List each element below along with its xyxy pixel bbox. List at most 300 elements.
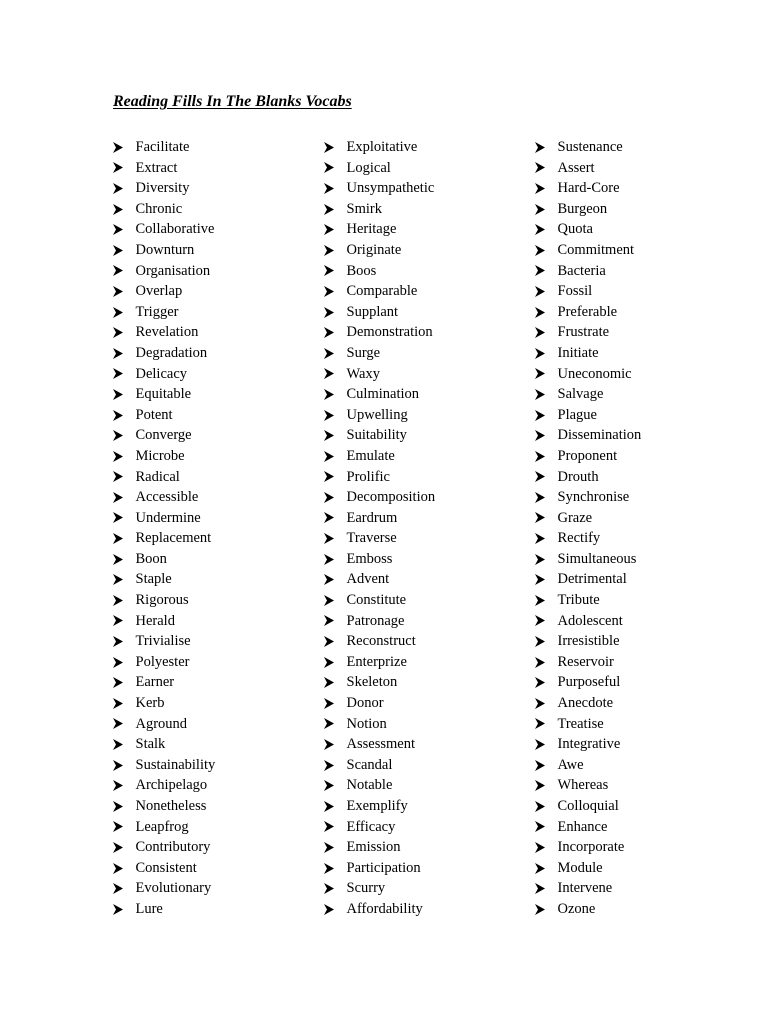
- word-column-1: [113, 137, 215, 920]
- vocab-word: Archipelago: [135, 777, 208, 794]
- vocab-word: Upwelling: [346, 406, 408, 423]
- vocab-word: Tribute: [557, 592, 600, 609]
- arrowhead-bullet-icon: [113, 760, 123, 771]
- arrowhead-bullet-icon: [113, 162, 123, 173]
- vocab-word: Graze: [557, 509, 593, 526]
- list-item: [535, 899, 641, 920]
- vocab-word: Scurry: [346, 880, 386, 897]
- vocab-word: Nonetheless: [135, 798, 207, 814]
- list-item: [113, 508, 215, 529]
- arrowhead-bullet-icon: [113, 307, 123, 318]
- arrowhead-bullet-icon: [535, 677, 545, 688]
- list-item: [113, 672, 215, 693]
- vocab-word: Leapfrog: [135, 818, 189, 835]
- list-item: [535, 775, 641, 796]
- vocab-word: Overlap: [135, 283, 183, 300]
- arrowhead-bullet-icon: [535, 780, 545, 791]
- arrowhead-bullet-icon: [113, 286, 123, 297]
- vocab-word: Bacteria: [557, 262, 606, 279]
- list-item: [324, 240, 435, 261]
- vocab-word: Earner: [135, 674, 175, 691]
- vocab-word: Prolific: [346, 468, 390, 485]
- arrowhead-bullet-icon: [113, 183, 123, 194]
- vocab-word: Equitable: [135, 386, 192, 403]
- vocab-word: Delicacy: [135, 365, 188, 382]
- arrowhead-bullet-icon: [324, 863, 334, 874]
- list-item: [535, 302, 641, 323]
- arrowhead-bullet-icon: [535, 883, 545, 894]
- list-item: [324, 446, 435, 467]
- arrowhead-bullet-icon: [324, 554, 334, 565]
- list-item: [324, 569, 435, 590]
- list-item: [535, 261, 641, 282]
- list-item: [324, 199, 435, 220]
- list-item: [324, 467, 435, 488]
- vocab-word: Drouth: [557, 468, 599, 485]
- arrowhead-bullet-icon: [535, 533, 545, 544]
- vocab-word: Facilitate: [135, 139, 190, 155]
- arrowhead-bullet-icon: [535, 636, 545, 647]
- vocab-word: Staple: [135, 571, 172, 588]
- list-item: [535, 878, 641, 899]
- arrowhead-bullet-icon: [324, 245, 334, 256]
- list-item: [535, 178, 641, 199]
- list-item: [535, 672, 641, 693]
- list-item: [113, 302, 215, 323]
- arrowhead-bullet-icon: [324, 389, 334, 400]
- vocab-word: Adolescent: [557, 612, 623, 629]
- list-item: [535, 364, 641, 385]
- arrowhead-bullet-icon: [113, 533, 123, 544]
- vocab-word: Emboss: [346, 550, 393, 567]
- vocab-word: Enhance: [557, 818, 608, 835]
- arrowhead-bullet-icon: [324, 801, 334, 812]
- arrowhead-bullet-icon: [324, 677, 334, 688]
- vocab-word: Comparable: [346, 283, 418, 300]
- list-item: [324, 652, 435, 673]
- vocab-word: Reconstruct: [346, 633, 416, 650]
- arrowhead-bullet-icon: [535, 863, 545, 874]
- arrowhead-bullet-icon: [535, 698, 545, 709]
- list-item: [113, 652, 215, 673]
- vocab-word: Affordability: [346, 900, 423, 917]
- vocab-word: Detrimental: [557, 571, 627, 588]
- vocab-word: Integrative: [557, 736, 621, 753]
- vocab-word: Boon: [135, 550, 167, 567]
- arrowhead-bullet-icon: [535, 904, 545, 915]
- arrowhead-bullet-icon: [324, 224, 334, 235]
- vocab-word: Rigorous: [135, 592, 189, 609]
- arrowhead-bullet-icon: [535, 327, 545, 338]
- vocab-word: Stalk: [135, 736, 166, 753]
- arrowhead-bullet-icon: [113, 348, 123, 359]
- arrowhead-bullet-icon: [324, 410, 334, 421]
- vocab-word: Patronage: [346, 612, 405, 629]
- vocab-word: Assert: [557, 159, 595, 176]
- list-item: [113, 487, 215, 508]
- arrowhead-bullet-icon: [535, 389, 545, 400]
- arrowhead-bullet-icon: [535, 739, 545, 750]
- vocab-word: Originate: [346, 241, 402, 258]
- word-column-2: [324, 137, 435, 920]
- list-item: [535, 446, 641, 467]
- list-item: [113, 796, 215, 817]
- vocab-word: Synchronise: [557, 489, 630, 506]
- list-item: [113, 446, 215, 467]
- vocab-word: Initiate: [557, 344, 599, 361]
- vocab-word: Enterprize: [346, 653, 407, 670]
- vocab-word: Waxy: [346, 365, 380, 382]
- vocab-word: Whereas: [557, 777, 609, 794]
- list-item: [324, 487, 435, 508]
- list-item: [113, 281, 215, 302]
- list-item: [324, 693, 435, 714]
- vocab-word: Trivialise: [135, 633, 191, 650]
- arrowhead-bullet-icon: [113, 574, 123, 585]
- list-item: [535, 137, 641, 158]
- list-item: [324, 631, 435, 652]
- list-item: [535, 714, 641, 735]
- arrowhead-bullet-icon: [113, 595, 123, 606]
- vocab-word: Surge: [346, 344, 381, 361]
- vocab-word: Consistent: [135, 859, 197, 876]
- list-item: [535, 528, 641, 549]
- list-item: [535, 384, 641, 405]
- vocab-word: Accessible: [135, 489, 199, 506]
- list-item: [324, 158, 435, 179]
- arrowhead-bullet-icon: [113, 718, 123, 729]
- arrowhead-bullet-icon: [324, 204, 334, 215]
- list-item: [535, 817, 641, 838]
- list-item: [535, 508, 641, 529]
- vocab-word: Treatise: [557, 715, 604, 732]
- list-item: [113, 611, 215, 632]
- list-item: [324, 775, 435, 796]
- list-item: [535, 158, 641, 179]
- arrowhead-bullet-icon: [113, 801, 123, 812]
- list-item: [535, 240, 641, 261]
- vocab-word: Unsympathetic: [346, 180, 435, 197]
- arrowhead-bullet-icon: [113, 245, 123, 256]
- list-item: [324, 590, 435, 611]
- vocab-word: Boos: [346, 262, 377, 279]
- arrowhead-bullet-icon: [113, 904, 123, 915]
- arrowhead-bullet-icon: [113, 512, 123, 523]
- arrowhead-bullet-icon: [324, 265, 334, 276]
- list-item: [535, 343, 641, 364]
- vocab-word: Irresistible: [557, 633, 620, 650]
- vocab-word: Replacement: [135, 530, 212, 547]
- vocab-word: Commitment: [557, 241, 635, 258]
- arrowhead-bullet-icon: [535, 224, 545, 235]
- vocab-word: Revelation: [135, 324, 199, 341]
- list-item: [535, 611, 641, 632]
- list-item: [324, 343, 435, 364]
- arrowhead-bullet-icon: [113, 883, 123, 894]
- arrowhead-bullet-icon: [535, 554, 545, 565]
- vocab-word: Hard-Core: [557, 180, 620, 197]
- word-column-3: [535, 137, 641, 920]
- list-item: [535, 322, 641, 343]
- vocab-word: Skeleton: [346, 674, 398, 691]
- list-item: [324, 672, 435, 693]
- arrowhead-bullet-icon: [535, 801, 545, 812]
- list-item: [535, 796, 641, 817]
- list-item: [113, 549, 215, 570]
- list-item: [324, 796, 435, 817]
- arrowhead-bullet-icon: [324, 883, 334, 894]
- vocab-word: Sustainability: [135, 756, 216, 773]
- vocab-word: Colloquial: [557, 798, 619, 814]
- vocab-word: Culmination: [346, 386, 419, 403]
- arrowhead-bullet-icon: [113, 430, 123, 441]
- list-item: [113, 899, 215, 920]
- list-item: [535, 858, 641, 879]
- list-item: [535, 425, 641, 446]
- list-item: [113, 817, 215, 838]
- list-item: [324, 302, 435, 323]
- vocab-word: Collaborative: [135, 221, 215, 238]
- list-item: [113, 858, 215, 879]
- arrowhead-bullet-icon: [324, 842, 334, 853]
- list-item: [324, 714, 435, 735]
- arrowhead-bullet-icon: [324, 307, 334, 318]
- list-item: [535, 590, 641, 611]
- list-item: [113, 240, 215, 261]
- arrowhead-bullet-icon: [535, 410, 545, 421]
- list-item: [113, 219, 215, 240]
- vocab-word: Exemplify: [346, 798, 408, 814]
- vocab-word: Eardrum: [346, 509, 398, 526]
- arrowhead-bullet-icon: [535, 430, 545, 441]
- list-item: [535, 693, 641, 714]
- list-item: [324, 384, 435, 405]
- arrowhead-bullet-icon: [113, 657, 123, 668]
- list-item: [324, 508, 435, 529]
- vocab-word: Incorporate: [557, 839, 625, 856]
- list-item: [113, 693, 215, 714]
- list-item: [535, 467, 641, 488]
- list-item: [113, 755, 215, 776]
- vocab-word: Contributory: [135, 839, 211, 856]
- arrowhead-bullet-icon: [324, 368, 334, 379]
- arrowhead-bullet-icon: [324, 780, 334, 791]
- list-item: [324, 178, 435, 199]
- list-item: [113, 364, 215, 385]
- arrowhead-bullet-icon: [324, 904, 334, 915]
- list-item: [113, 528, 215, 549]
- list-item: [535, 199, 641, 220]
- list-item: [324, 364, 435, 385]
- vocab-word: Salvage: [557, 386, 604, 403]
- arrowhead-bullet-icon: [113, 842, 123, 853]
- list-item: [113, 405, 215, 426]
- vocab-word: Evolutionary: [135, 880, 212, 897]
- arrowhead-bullet-icon: [113, 492, 123, 503]
- vocab-word: Plague: [557, 406, 597, 423]
- arrowhead-bullet-icon: [113, 451, 123, 462]
- vocab-word: Heritage: [346, 221, 397, 238]
- list-item: [535, 549, 641, 570]
- list-item: [113, 322, 215, 343]
- list-item: [324, 817, 435, 838]
- list-item: [113, 590, 215, 611]
- arrowhead-bullet-icon: [113, 698, 123, 709]
- vocab-word: Logical: [346, 159, 391, 176]
- vocab-word: Scandal: [346, 756, 393, 773]
- arrowhead-bullet-icon: [113, 224, 123, 235]
- arrowhead-bullet-icon: [113, 327, 123, 338]
- vocab-word: Aground: [135, 715, 188, 732]
- vocab-word: Proponent: [557, 447, 618, 464]
- list-item: [324, 281, 435, 302]
- list-item: [113, 714, 215, 735]
- vocab-word: Extract: [135, 159, 178, 176]
- vocab-word: Decomposition: [346, 489, 436, 506]
- list-item: [324, 755, 435, 776]
- vocab-word: Constitute: [346, 592, 407, 609]
- arrowhead-bullet-icon: [535, 265, 545, 276]
- vocab-word: Rectify: [557, 530, 601, 547]
- list-item: [535, 569, 641, 590]
- arrowhead-bullet-icon: [324, 657, 334, 668]
- list-item: [113, 425, 215, 446]
- arrowhead-bullet-icon: [535, 842, 545, 853]
- vocab-word: Anecdote: [557, 695, 614, 712]
- arrowhead-bullet-icon: [324, 512, 334, 523]
- arrowhead-bullet-icon: [324, 451, 334, 462]
- arrowhead-bullet-icon: [535, 471, 545, 482]
- arrowhead-bullet-icon: [113, 677, 123, 688]
- arrowhead-bullet-icon: [535, 615, 545, 626]
- vocab-word: Emission: [346, 839, 401, 856]
- arrowhead-bullet-icon: [324, 533, 334, 544]
- list-item: [324, 405, 435, 426]
- list-item: [113, 569, 215, 590]
- arrowhead-bullet-icon: [324, 286, 334, 297]
- arrowhead-bullet-icon: [535, 368, 545, 379]
- arrowhead-bullet-icon: [324, 430, 334, 441]
- vocab-word: Downturn: [135, 241, 195, 258]
- vocab-word: Herald: [135, 612, 175, 629]
- arrowhead-bullet-icon: [113, 389, 123, 400]
- vocab-word: Polyester: [135, 653, 190, 670]
- arrowhead-bullet-icon: [535, 348, 545, 359]
- vocab-word: Supplant: [346, 303, 399, 320]
- arrowhead-bullet-icon: [535, 245, 545, 256]
- page-title: Reading Fills In The Blanks Vocabs: [113, 93, 352, 110]
- arrowhead-bullet-icon: [324, 142, 334, 153]
- vocab-word: Intervene: [557, 880, 613, 897]
- arrowhead-bullet-icon: [535, 307, 545, 318]
- list-item: [113, 199, 215, 220]
- list-item: [113, 384, 215, 405]
- list-item: [535, 755, 641, 776]
- arrowhead-bullet-icon: [113, 142, 123, 153]
- arrowhead-bullet-icon: [535, 142, 545, 153]
- arrowhead-bullet-icon: [113, 204, 123, 215]
- vocab-word: Frustrate: [557, 324, 610, 341]
- vocab-word: Lure: [135, 900, 163, 917]
- vocab-word: Kerb: [135, 695, 165, 712]
- list-item: [324, 899, 435, 920]
- arrowhead-bullet-icon: [113, 471, 123, 482]
- list-item: [113, 343, 215, 364]
- vocab-word: Quota: [557, 221, 593, 238]
- vocab-word: Notable: [346, 777, 393, 794]
- vocab-word: Emulate: [346, 447, 395, 464]
- arrowhead-bullet-icon: [324, 718, 334, 729]
- list-item: [535, 219, 641, 240]
- list-item: [535, 281, 641, 302]
- arrowhead-bullet-icon: [535, 718, 545, 729]
- arrowhead-bullet-icon: [324, 739, 334, 750]
- vocab-word: Advent: [346, 571, 390, 588]
- arrowhead-bullet-icon: [324, 760, 334, 771]
- vocab-word: Traverse: [346, 530, 397, 547]
- arrowhead-bullet-icon: [535, 183, 545, 194]
- vocab-word: Trigger: [135, 303, 179, 320]
- list-item: [324, 137, 435, 158]
- arrowhead-bullet-icon: [113, 265, 123, 276]
- arrowhead-bullet-icon: [324, 595, 334, 606]
- vocab-word: Diversity: [135, 180, 190, 197]
- arrowhead-bullet-icon: [324, 492, 334, 503]
- arrowhead-bullet-icon: [535, 512, 545, 523]
- vocab-word: Simultaneous: [557, 550, 637, 567]
- arrowhead-bullet-icon: [324, 574, 334, 585]
- arrowhead-bullet-icon: [535, 162, 545, 173]
- vocab-word: Efficacy: [346, 818, 396, 835]
- vocab-word: Suitability: [346, 427, 407, 444]
- vocab-word: Donor: [346, 695, 384, 712]
- list-item: [324, 878, 435, 899]
- list-item: [535, 652, 641, 673]
- arrowhead-bullet-icon: [113, 615, 123, 626]
- list-item: [324, 858, 435, 879]
- arrowhead-bullet-icon: [113, 368, 123, 379]
- arrowhead-bullet-icon: [113, 554, 123, 565]
- arrowhead-bullet-icon: [324, 471, 334, 482]
- vocab-word: Notion: [346, 715, 387, 732]
- vocab-word: Degradation: [135, 344, 208, 361]
- vocab-word: Dissemination: [557, 427, 642, 444]
- arrowhead-bullet-icon: [113, 821, 123, 832]
- list-item: [113, 734, 215, 755]
- arrowhead-bullet-icon: [324, 821, 334, 832]
- arrowhead-bullet-icon: [535, 286, 545, 297]
- list-item: [113, 467, 215, 488]
- list-item: [535, 487, 641, 508]
- arrowhead-bullet-icon: [535, 821, 545, 832]
- list-item: [324, 322, 435, 343]
- arrowhead-bullet-icon: [324, 615, 334, 626]
- list-item: [324, 528, 435, 549]
- vocab-word: Ozone: [557, 900, 596, 917]
- list-item: [113, 137, 215, 158]
- list-item: [324, 425, 435, 446]
- vocab-word: Microbe: [135, 447, 185, 464]
- vocab-word: Burgeon: [557, 200, 608, 217]
- list-item: [113, 775, 215, 796]
- arrowhead-bullet-icon: [113, 863, 123, 874]
- vocab-word: Converge: [135, 427, 192, 444]
- arrowhead-bullet-icon: [535, 760, 545, 771]
- arrowhead-bullet-icon: [535, 492, 545, 503]
- arrowhead-bullet-icon: [535, 595, 545, 606]
- vocab-word: Radical: [135, 468, 180, 485]
- arrowhead-bullet-icon: [324, 327, 334, 338]
